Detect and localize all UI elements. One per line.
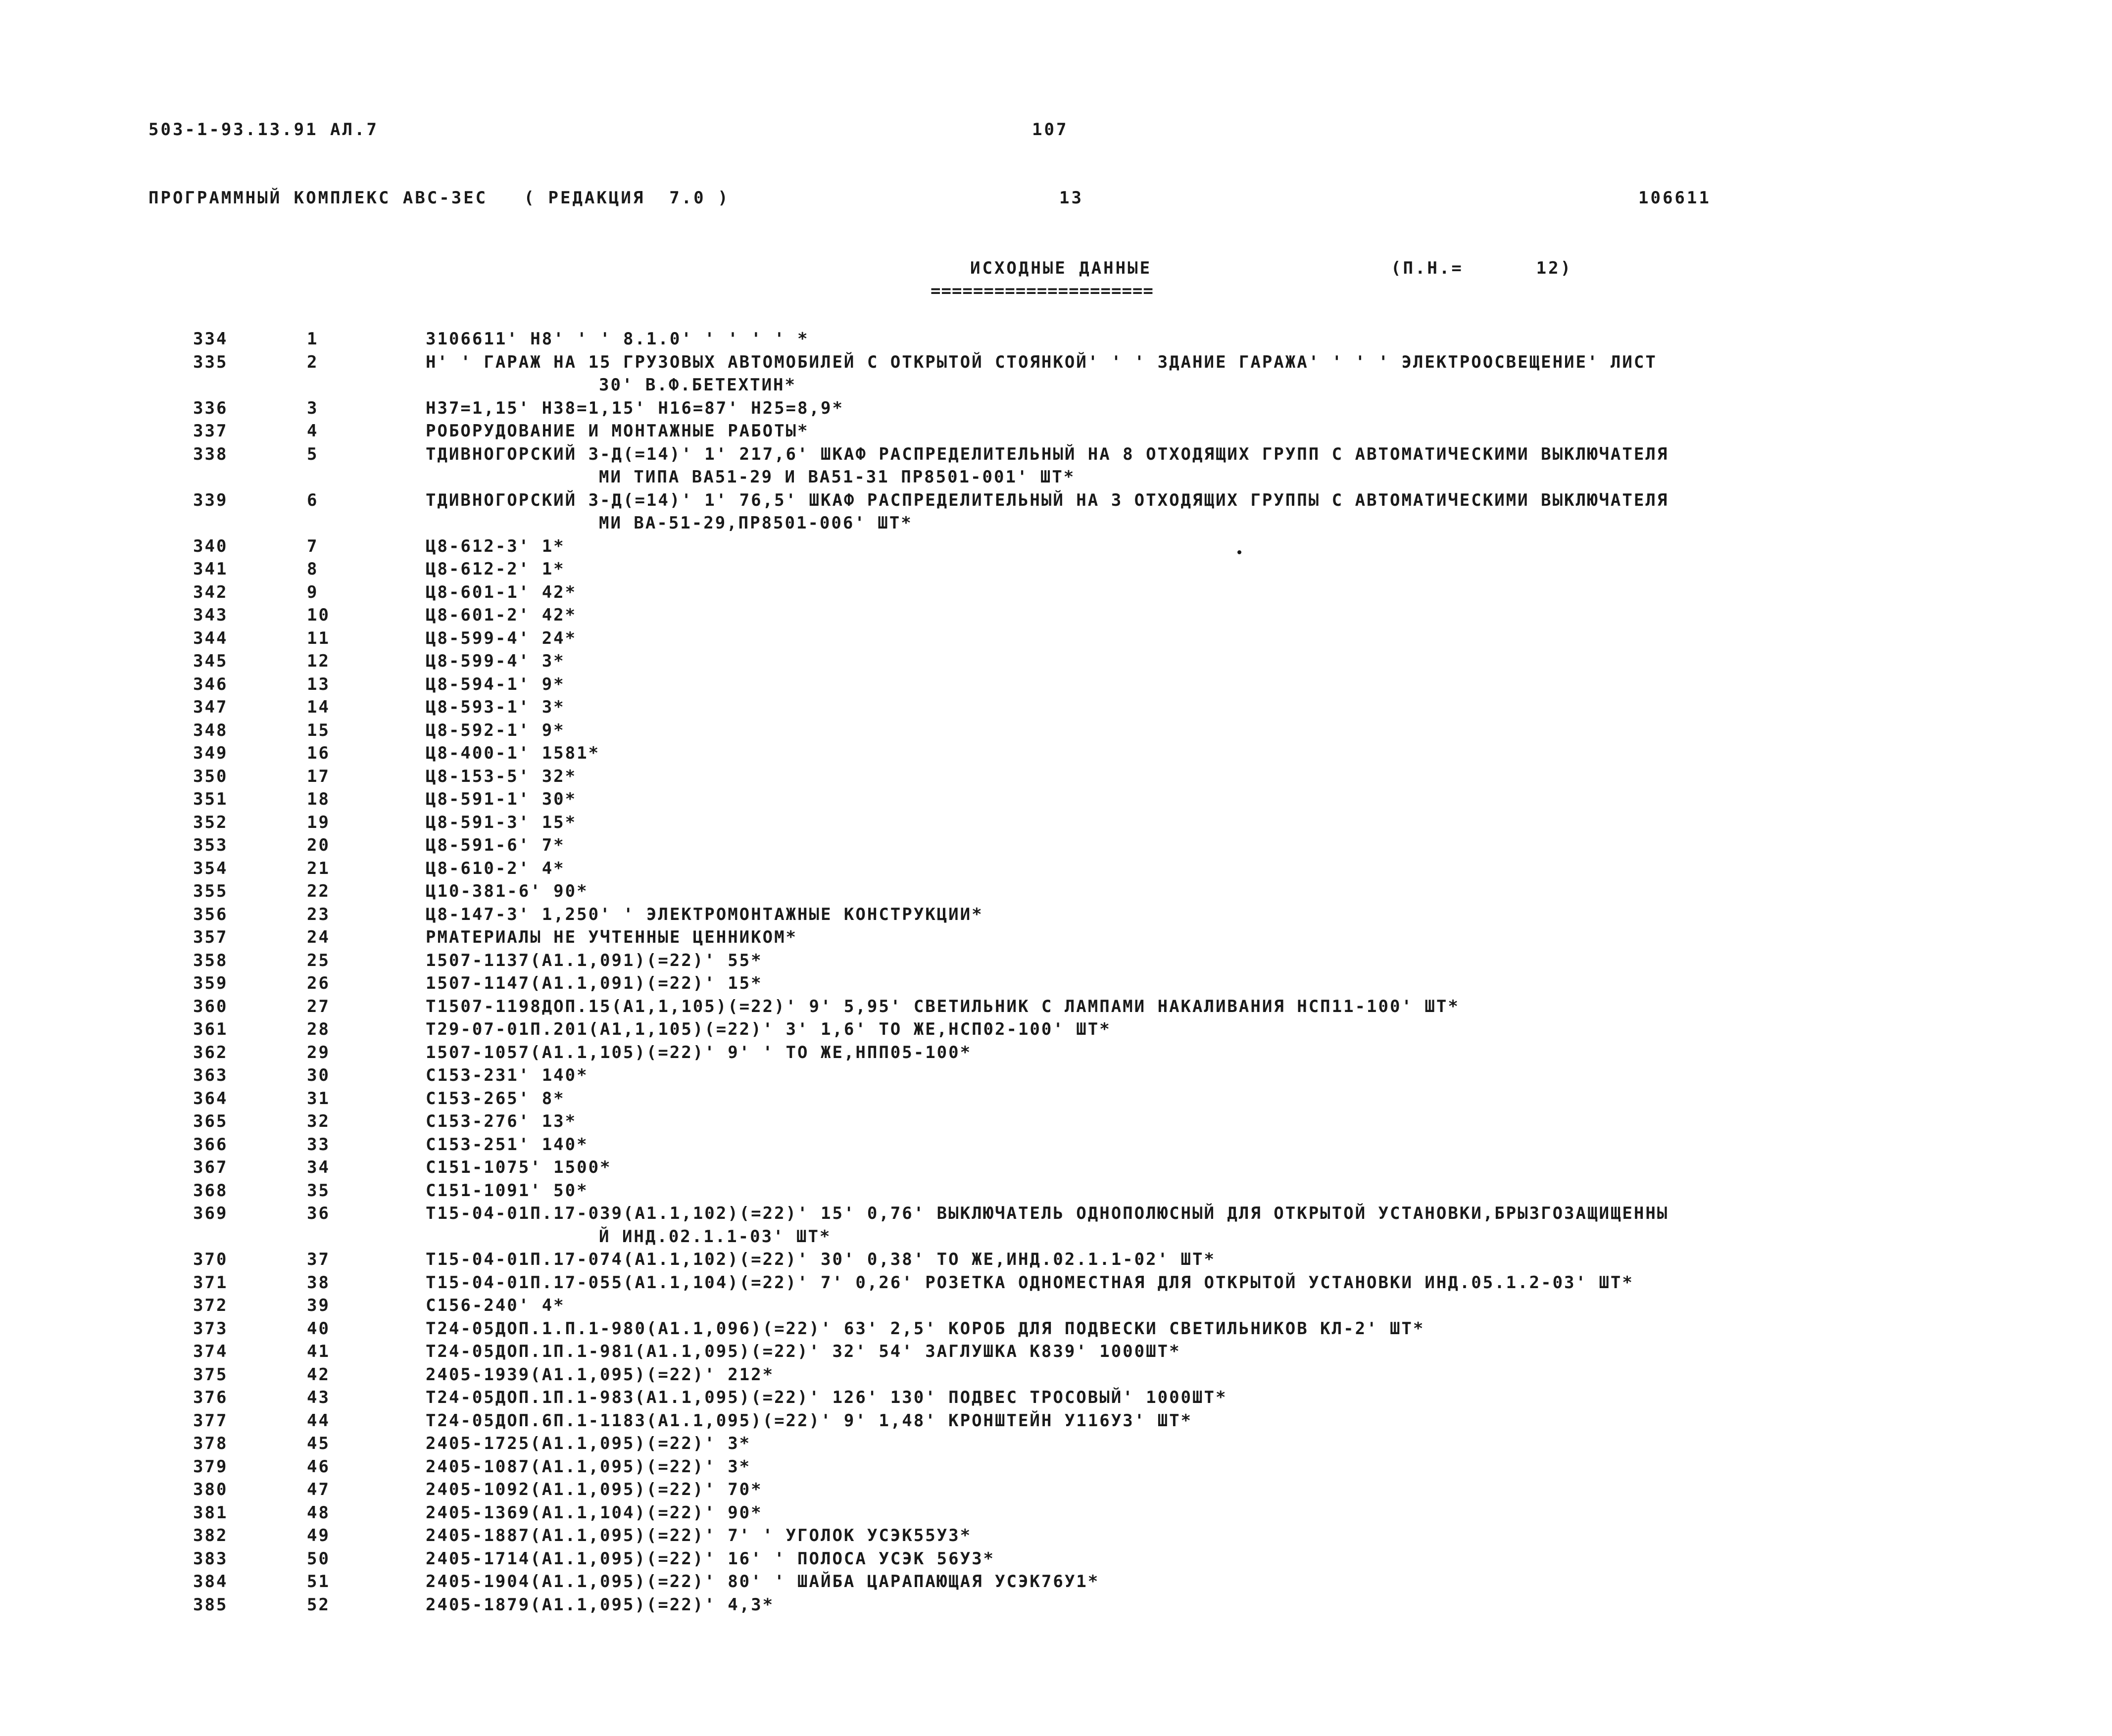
- record-number: 39: [307, 1296, 330, 1315]
- listing-line: [0, 834, 2112, 857]
- line-number: 348: [193, 720, 228, 740]
- record-text: Т29-07-01П.201(А1,1,105)(=22)' 3' 1,6' ТО ЖЕ,НСП02-100' ШТ*: [426, 1019, 1111, 1039]
- record-number: 43: [307, 1388, 330, 1407]
- record-text: Ц8-612-2' 1*: [426, 559, 565, 579]
- listing-line: [0, 1179, 2112, 1203]
- record-text: Ц8-593-1' 3*: [426, 697, 565, 717]
- record-text: С156-240' 4*: [426, 1296, 565, 1315]
- listing-line: [0, 788, 2112, 811]
- listing-line: [0, 604, 2112, 627]
- line-number: 340: [193, 536, 228, 556]
- data-listing: [0, 328, 2112, 1616]
- listing-line: [0, 673, 2112, 696]
- section-title: ИСХОДНЫЕ ДАННЫЕ: [970, 258, 1152, 278]
- record-number: 44: [307, 1410, 330, 1431]
- line-number: 361: [193, 1019, 228, 1039]
- record-text: С153-231' 140*: [426, 1065, 589, 1085]
- record-number: 30: [307, 1065, 330, 1085]
- listing-line: [0, 1478, 2112, 1501]
- record-text: Ц8-591-3' 15*: [426, 812, 577, 832]
- listing-line: [0, 558, 2112, 581]
- listing-line: [0, 650, 2112, 673]
- record-number: 17: [307, 766, 330, 786]
- line-number: 368: [193, 1180, 228, 1201]
- listing-line: [0, 1409, 2112, 1433]
- listing-line: [0, 1156, 2112, 1179]
- record-number: 52: [307, 1594, 330, 1615]
- listing-line: [0, 696, 2112, 719]
- page-sequence: 13: [1059, 188, 1083, 208]
- record-number: 48: [307, 1502, 330, 1523]
- listing-continuation-line: [0, 512, 2112, 535]
- record-number: 37: [307, 1250, 330, 1269]
- record-text: Ц8-612-3' 1*: [426, 536, 565, 556]
- line-number: 343: [193, 605, 228, 625]
- line-number: 354: [193, 858, 228, 878]
- record-number: 6: [307, 490, 319, 510]
- listing-line: [0, 765, 2112, 788]
- record-text: ТДИВНОГОРСКИЙ 3-Д(=14)' 1' 217,6' ШКАФ РАСПРЕДЕЛИТЕЛЬНЫЙ НА 8 ОТХОДЯЩИХ ГРУПП С АВТОМАТИЧЕСКИМИ ВЫКЛЮЧАТЕЛЯ: [426, 444, 1669, 464]
- record-number: 28: [307, 1019, 330, 1039]
- record-text: Н' ' ГАРАЖ НА 15 ГРУЗОВЫХ АВТОМОБИЛЕЙ С ОТКРЫТОЙ СТОЯНКОЙ' ' ' ЗДАНИЕ ГАРАЖА' ' ' ' ЭЛЕКТРООСВЕЩЕНИЕ' ЛИСТ: [426, 352, 1657, 372]
- program-name: ПРОГРАММНЫЙ КОМПЛЕКС АВС-3ЕС ( РЕДАКЦИЯ 7.0 ): [148, 188, 730, 208]
- listing-continuation-line: [0, 466, 2112, 489]
- record-text: Ц8-610-2' 4*: [426, 858, 565, 878]
- listing-line: [0, 1340, 2112, 1363]
- record-text: 1507-1137(А1.1,091)(=22)' 55*: [426, 950, 763, 970]
- record-number: 3: [307, 398, 319, 418]
- record-text: С151-1091' 50*: [426, 1180, 589, 1201]
- listing-line: [0, 535, 2112, 558]
- listing-line: [0, 328, 2112, 351]
- record-number: 19: [307, 812, 330, 832]
- listing-line: [0, 489, 2112, 512]
- record-number: 29: [307, 1042, 330, 1062]
- record-number: 38: [307, 1272, 330, 1293]
- record-number: 35: [307, 1180, 330, 1201]
- record-number: 15: [307, 720, 330, 740]
- line-number: 378: [193, 1434, 228, 1453]
- record-text: МИ ТИПА ВА51-29 И ВА51-31 ПР8501-001' ШТ*: [599, 467, 1076, 487]
- listing-line: [0, 1570, 2112, 1593]
- line-number: 345: [193, 651, 228, 671]
- record-text: 2405-1725(А1.1,095)(=22)' 3*: [426, 1434, 751, 1453]
- record-number: 13: [307, 674, 330, 694]
- listing-line: [0, 627, 2112, 650]
- section-underline: =====================: [931, 281, 1154, 301]
- line-number: 338: [193, 444, 228, 464]
- record-number: 14: [307, 697, 330, 717]
- line-number: 382: [193, 1526, 228, 1545]
- record-number: 2: [307, 352, 319, 372]
- record-number: 20: [307, 835, 330, 855]
- record-text: С153-265' 8*: [426, 1088, 565, 1109]
- record-number: 51: [307, 1572, 330, 1591]
- record-text: 2405-1092(А1.1,095)(=22)' 70*: [426, 1480, 763, 1499]
- record-text: 2405-1369(А1.1,104)(=22)' 90*: [426, 1502, 763, 1523]
- record-text: Ц8-601-2' 42*: [426, 605, 577, 625]
- line-number: 383: [193, 1548, 228, 1569]
- listing-line: [0, 351, 2112, 374]
- line-number: 360: [193, 996, 228, 1016]
- line-number: 349: [193, 743, 228, 763]
- record-text: Ц8-153-5' 32*: [426, 766, 577, 786]
- record-text: 2405-1879(А1.1,095)(=22)' 4,3*: [426, 1594, 775, 1615]
- listing-line: [0, 1064, 2112, 1087]
- line-number: 370: [193, 1250, 228, 1269]
- listing-line: [0, 1271, 2112, 1295]
- line-number: 346: [193, 674, 228, 694]
- line-number: 356: [193, 904, 228, 924]
- listing-line: [0, 1501, 2112, 1525]
- line-number: 339: [193, 490, 228, 510]
- record-number: 27: [307, 996, 330, 1016]
- record-number: 9: [307, 582, 319, 602]
- line-number: 367: [193, 1157, 228, 1177]
- line-number: 341: [193, 559, 228, 579]
- record-number: 26: [307, 973, 330, 993]
- line-number: 342: [193, 582, 228, 602]
- record-text: Т24-05ДОП.1П.1-983(А1.1,095)(=22)' 126' 130' ПОДВЕС ТРОСОВЫЙ' 1000ШТ*: [426, 1388, 1228, 1407]
- record-text: С153-251' 140*: [426, 1134, 589, 1155]
- record-text: 2405-1714(А1.1,095)(=22)' 16' ' ПОЛОСА УСЭК 56У3*: [426, 1548, 995, 1569]
- listing-line: [0, 1294, 2112, 1317]
- record-text: Ц10-381-6' 90*: [426, 881, 589, 901]
- record-text: МИ ВА-51-29,ПР8501-006' ШТ*: [599, 513, 913, 533]
- record-text: Т1507-1198ДОП.15(А1,1,105)(=22)' 9' 5,95' СВЕТИЛЬНИК С ЛАМПАМИ НАКАЛИВАНИЯ НСП11-100' ШТ*: [426, 996, 1460, 1016]
- line-number: 371: [193, 1272, 228, 1293]
- line-number: 376: [193, 1388, 228, 1407]
- listing-line: [0, 903, 2112, 926]
- listing-line: [0, 1202, 2112, 1225]
- page-number: 107: [1032, 120, 1069, 140]
- listing-line: [0, 1087, 2112, 1110]
- record-text: С151-1075' 1500*: [426, 1157, 612, 1177]
- record-text: Т24-05ДОП.6П.1-1183(А1.1,095)(=22)' 9' 1,48' КРОНШТЕЙН У116У3' ШТ*: [426, 1410, 1193, 1431]
- line-number: 336: [193, 398, 228, 418]
- listing-line: [0, 972, 2112, 995]
- record-number: 40: [307, 1318, 330, 1339]
- record-text: Т15-04-01П.17-055(А1.1,104)(=22)' 7' 0,26' РОЗЕТКА ОДНОМЕСТНАЯ ДЛЯ ОТКРЫТОЙ УСТАНОВКИ ИНД.05.1.2-03' ШТ*: [426, 1272, 1634, 1293]
- record-number: 12: [307, 651, 330, 671]
- line-number: 357: [193, 927, 228, 947]
- line-number: 358: [193, 950, 228, 970]
- record-text: РМАТЕРИАЛЫ НЕ УЧТЕННЫЕ ЦЕННИКОМ*: [426, 927, 798, 947]
- record-number: 7: [307, 536, 319, 556]
- record-text: Ц8-599-4' 3*: [426, 651, 565, 671]
- record-text: Ц8-594-1' 9*: [426, 674, 565, 694]
- line-number: 335: [193, 352, 228, 372]
- section-parameter: (П.Н.= 12): [1391, 258, 1573, 278]
- listing-line: [0, 1524, 2112, 1547]
- record-text: 1507-1147(А1.1,091)(=22)' 15*: [426, 973, 763, 993]
- record-text: Ц8-599-4' 24*: [426, 628, 577, 648]
- listing-line: [0, 1317, 2112, 1341]
- record-number: 32: [307, 1111, 330, 1131]
- record-number: 4: [307, 421, 319, 441]
- line-number: 385: [193, 1594, 228, 1615]
- listing-line: [0, 1363, 2112, 1387]
- record-number: 46: [307, 1456, 330, 1477]
- record-number: 10: [307, 605, 330, 625]
- listing-line: [0, 1110, 2112, 1133]
- record-number: 42: [307, 1364, 330, 1385]
- listing-line: [0, 1386, 2112, 1409]
- record-text: 1507-1057(А1.1,105)(=22)' 9' ' ТО ЖЕ,НПП05-100*: [426, 1042, 972, 1062]
- record-number: 34: [307, 1157, 330, 1177]
- listing-line: [0, 949, 2112, 972]
- record-text: Ц8-601-1' 42*: [426, 582, 577, 602]
- record-number: 25: [307, 950, 330, 970]
- record-text: Т24-05ДОП.1.П.1-980(А1.1,096)(=22)' 63' 2,5' КОРОБ ДЛЯ ПОДВЕСКИ СВЕТИЛЬНИКОВ КЛ-2' ШТ*: [426, 1318, 1425, 1339]
- line-number: 352: [193, 812, 228, 832]
- listing-line: [0, 397, 2112, 420]
- record-number: 49: [307, 1526, 330, 1545]
- listing-line: [0, 995, 2112, 1018]
- record-text: С153-276' 13*: [426, 1111, 577, 1131]
- record-text: Ц8-591-6' 7*: [426, 835, 565, 855]
- line-number: 362: [193, 1042, 228, 1062]
- line-number: 377: [193, 1410, 228, 1431]
- line-number: 369: [193, 1204, 228, 1223]
- listing-line: [0, 1432, 2112, 1455]
- record-text: Т15-04-01П.17-039(А1.1,102)(=22)' 15' 0,76' ВЫКЛЮЧАТЕЛЬ ОДНОПОЛЮСНЫЙ ДЛЯ ОТКРЫТОЙ УСТАНОВКИ,БРЫЗГОЗАЩИЩЕННЫ: [426, 1204, 1669, 1223]
- listing-line: [0, 880, 2112, 903]
- record-text: РОБОРУДОВАНИЕ И МОНТАЖНЫЕ РАБОТЫ*: [426, 421, 809, 441]
- record-number: 22: [307, 881, 330, 901]
- record-text: Ц8-592-1' 9*: [426, 720, 565, 740]
- listing-line: [0, 719, 2112, 742]
- listing-line: [0, 811, 2112, 834]
- line-number: 353: [193, 835, 228, 855]
- line-number: 381: [193, 1502, 228, 1523]
- record-number: 11: [307, 628, 330, 648]
- record-text: Т15-04-01П.17-074(А1.1,102)(=22)' 30' 0,38' ТО ЖЕ,ИНД.02.1.1-02' ШТ*: [426, 1250, 1216, 1269]
- listing-line: [0, 857, 2112, 880]
- line-number: 344: [193, 628, 228, 648]
- record-text: 2405-1887(А1.1,095)(=22)' 7' ' УГОЛОК УСЭК55У3*: [426, 1526, 972, 1545]
- record-text: 2405-1904(А1.1,095)(=22)' 80' ' ШАЙБА ЦАРАПАЮЩАЯ УСЭК76У1*: [426, 1572, 1100, 1591]
- listing-line: [0, 926, 2112, 949]
- record-text: Н37=1,15' Н38=1,15' Н16=87' Н25=8,9*: [426, 398, 844, 418]
- record-text: Т24-05ДОП.1П.1-981(А1.1,095)(=22)' 32' 54' ЗАГЛУШКА К839' 1000ШТ*: [426, 1342, 1181, 1361]
- line-number: 337: [193, 421, 228, 441]
- listing-continuation-line: [0, 1225, 2112, 1249]
- listing-line: [0, 1455, 2112, 1479]
- listing-line: [0, 443, 2112, 466]
- record-number: 23: [307, 904, 330, 924]
- record-text: 2405-1087(А1.1,095)(=22)' 3*: [426, 1456, 751, 1477]
- line-number: 334: [193, 329, 228, 349]
- listing-line: [0, 1041, 2112, 1064]
- line-number: 380: [193, 1480, 228, 1499]
- line-number: 359: [193, 973, 228, 993]
- record-number: 31: [307, 1088, 330, 1109]
- record-number: 41: [307, 1342, 330, 1361]
- listing-line: [0, 581, 2112, 604]
- record-number: 5: [307, 444, 319, 464]
- listing-line: [0, 1133, 2112, 1157]
- line-number: 366: [193, 1134, 228, 1155]
- line-number: 350: [193, 766, 228, 786]
- stray-dot: [1237, 550, 1241, 554]
- record-number: 24: [307, 927, 330, 947]
- line-number: 379: [193, 1456, 228, 1477]
- document-reference: 503-1-93.13.91 АЛ.7: [148, 120, 379, 140]
- record-text: Ц8-591-1' 30*: [426, 789, 577, 809]
- record-number: 8: [307, 559, 319, 579]
- record-text: Ц8-147-3' 1,250' ' ЭЛЕКТРОМОНТАЖНЫЕ КОНСТРУКЦИИ*: [426, 904, 983, 924]
- listing-line: [0, 1248, 2112, 1271]
- line-number: 373: [193, 1318, 228, 1339]
- record-number: 45: [307, 1434, 330, 1453]
- listing-line: [0, 1018, 2112, 1041]
- line-number: 364: [193, 1088, 228, 1109]
- line-number: 375: [193, 1364, 228, 1385]
- record-number: 36: [307, 1204, 330, 1223]
- record-number: 47: [307, 1480, 330, 1499]
- listing-continuation-line: [0, 374, 2112, 397]
- listing-line: [0, 742, 2112, 765]
- listing-line: [0, 420, 2112, 443]
- record-text: Й ИНД.02.1.1-03' ШТ*: [599, 1226, 832, 1247]
- line-number: 351: [193, 789, 228, 809]
- record-text: Ц8-400-1' 1581*: [426, 743, 600, 763]
- line-number: 374: [193, 1342, 228, 1361]
- record-number: 21: [307, 858, 330, 878]
- record-text: 2405-1939(А1.1,095)(=22)' 212*: [426, 1364, 775, 1385]
- record-number: 50: [307, 1548, 330, 1569]
- line-number: 365: [193, 1111, 228, 1131]
- record-number: 1: [307, 329, 319, 349]
- record-number: 18: [307, 789, 330, 809]
- line-number: 363: [193, 1065, 228, 1085]
- record-text: 3106611' Н8' ' ' 8.1.0' ' ' ' ' *: [426, 329, 809, 349]
- line-number: 347: [193, 697, 228, 717]
- listing-line: [0, 1593, 2112, 1617]
- record-text: ТДИВНОГОРСКИЙ 3-Д(=14)' 1' 76,5' ШКАФ РАСПРЕДЕЛИТЕЛЬНЫЙ НА 3 ОТХОДЯЩИХ ГРУППЫ С АВТОМАТИЧЕСКИМИ ВЫКЛЮЧАТЕЛЯ: [426, 490, 1669, 510]
- job-id: 106611: [1638, 188, 1711, 208]
- line-number: 355: [193, 881, 228, 901]
- record-number: 33: [307, 1134, 330, 1155]
- record-number: 16: [307, 743, 330, 763]
- listing-line: [0, 1547, 2112, 1571]
- record-text: 30' В.Ф.БЕТЕХТИН*: [599, 375, 796, 395]
- line-number: 372: [193, 1296, 228, 1315]
- line-number: 384: [193, 1572, 228, 1591]
